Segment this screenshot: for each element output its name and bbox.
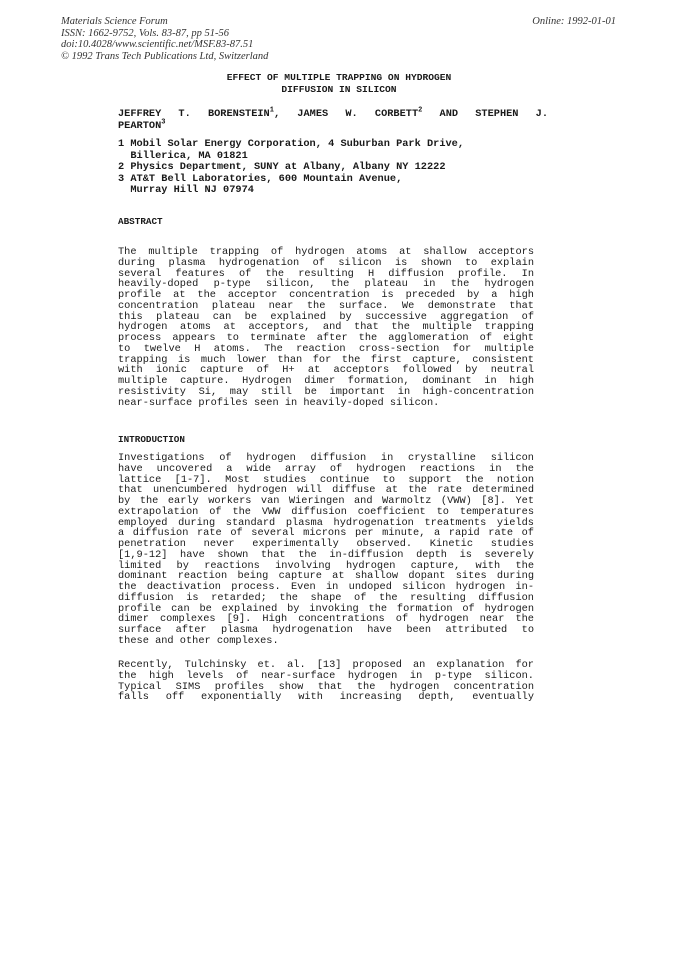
abstract-line: process appears to terminate after the agglomeration of eight	[118, 332, 534, 344]
author-borenstein: JEFFREY T. BORENSTEIN	[118, 108, 270, 120]
intro-line: profile can be explained by invoking the formation of hydrogen	[118, 602, 534, 615]
introduction-heading: INTRODUCTION	[118, 434, 185, 445]
abstract-line: during plasma hydrogenation of silicon is shown to explain	[118, 256, 534, 269]
intro-line: Investigations of hydrogen diffusion in crystalline silicon	[118, 452, 534, 464]
affiliation-1	[118, 139, 548, 151]
publication-header	[61, 16, 268, 62]
intro-line: employed during standard plasma hydrogenation treatments yields	[118, 516, 534, 529]
intro-line: dimer complexes [9]. High concentrations of hydrogen near the	[118, 613, 534, 626]
abstract-line: this plateau can be explained by successive aggregation of	[118, 310, 534, 323]
abstract-line: with ionic capture of H+ at acceptors followed by neutral	[118, 364, 534, 377]
author-sup-3: 3	[161, 118, 166, 127]
intro-line: penetration never experimentally observed. Kinetic studies	[118, 538, 534, 550]
abstract-line: The multiple trapping of hydrogen atoms at shallow acceptors	[118, 246, 534, 258]
author-line-2	[118, 120, 548, 132]
affiliation-3-cont: Murray Hill NJ 07974	[118, 184, 254, 197]
affiliation-text: AT&T Bell Laboratories, 600 Mountain Avenue,	[124, 172, 403, 185]
intro-line: limited by reactions involving hydrogen capture, with the	[118, 559, 534, 572]
abstract-line: multiple capture. Hydrogen dimer formation, dominant in high	[118, 375, 534, 387]
intro-line: [1,9-12] have shown that the in-diffusion depth is severely	[118, 548, 534, 561]
intro-line: diffusion is retarded; the shape of the resulting diffusion	[118, 591, 534, 604]
abstract-heading: ABSTRACT	[118, 216, 163, 227]
abstract-line: to twelve H atoms. The reaction cross-section for multiple	[118, 342, 534, 355]
intro-line: lattice [1-7]. Most studies continue to support the notion	[118, 473, 534, 486]
intro-line: a diffusion rate of several microns per minute, a rapid rate of	[118, 527, 534, 540]
introduction-paragraph-1	[118, 453, 534, 647]
affiliation-list	[118, 139, 548, 197]
journal-name: Materials Science Forum	[61, 16, 168, 27]
introduction-paragraph-2	[118, 660, 534, 703]
abstract-line: concentration plateau near the surface. We demonstrate that	[118, 299, 534, 312]
intro-line: the high levels of near-surface hydrogen in p-type silicon.	[118, 669, 534, 682]
author-list	[118, 108, 548, 132]
author-sup-2: 2	[418, 106, 423, 115]
author-corbett: , JAMES W. CORBETT	[273, 108, 419, 120]
intro-line: Recently, Tulchinsky et. al. [13] proposed an explanation for	[118, 659, 534, 671]
intro-line: surface after plasma hydrogenation have been attributed to	[118, 624, 534, 636]
intro-line: these and other complexes.	[118, 634, 279, 647]
intro-line: extrapolation of the VWW diffusion coefficient to temperatures	[118, 505, 534, 518]
author-pearton-first: AND STEPHEN J.	[422, 108, 549, 120]
author-pearton-last: PEARTON	[118, 120, 162, 132]
title-line-2: DIFFUSION IN SILICON	[281, 84, 397, 95]
affiliation-text: Mobil Solar Energy Corporation, 4 Suburban Park Drive,	[124, 138, 465, 150]
intro-line: have uncovered a wide array of hydrogen reactions in the	[118, 462, 534, 475]
affiliation-number: 3	[118, 172, 125, 185]
abstract-line: near-surface profiles seen in heavily-doped silicon.	[118, 396, 440, 409]
online-date: Online: 1992-01-01	[532, 16, 616, 27]
title-line-1: EFFECT OF MULTIPLE TRAPPING ON HYDROGEN	[226, 72, 452, 83]
affiliation-text: Physics Department, SUNY at Albany, Albany NY 12222	[124, 161, 446, 174]
abstract-line: several features of the resulting H diffusion profile. In	[118, 267, 534, 280]
author-line-1	[118, 108, 548, 120]
doi-line: doi:10.4028/www.scientific.net/MSF.83-87.51	[61, 39, 254, 50]
intro-line: that unencumbered hydrogen will diffuse at the rate determined	[118, 484, 534, 497]
intro-line: falls off exponentially with increasing depth, eventually	[118, 691, 534, 704]
abstract-line: resistivity Si, may still be important in high-concentration	[118, 385, 534, 398]
intro-line: dominant reaction being capture at shallow dopant sites during	[118, 570, 534, 583]
abstract-line: profile at the acceptor concentration is preceded by a high	[118, 289, 534, 301]
copyright-line: © 1992 Trans Tech Publications Ltd, Switzerland	[61, 50, 269, 62]
intro-line: by the early workers van Wieringen and Warmoltz (VWW) [8]. Yet	[118, 495, 534, 507]
abstract-line: hydrogen atoms at acceptors, and that the multiple trapping	[118, 321, 534, 334]
abstract-body	[118, 247, 534, 408]
affiliation-number: 2	[118, 161, 125, 174]
author-sup-1: 1	[269, 106, 274, 115]
abstract-line: heavily-doped p-type silicon, the plateau in the hydrogen	[118, 278, 534, 291]
paper-title	[0, 72, 678, 96]
issn-line: ISSN: 1662-9752, Vols. 83-87, pp 51-56	[61, 27, 229, 39]
intro-line: the deactivation process. Even in undoped silicon hydrogen in-	[118, 581, 534, 593]
intro-line: Typical SIMS profiles show that the hydrogen concentration	[118, 680, 534, 693]
affiliation-number: 1	[118, 138, 125, 150]
affiliation-1-cont: Billerica, MA 01821	[118, 149, 248, 162]
abstract-line: trapping is much lower than for the first capture, consistent	[118, 353, 534, 366]
